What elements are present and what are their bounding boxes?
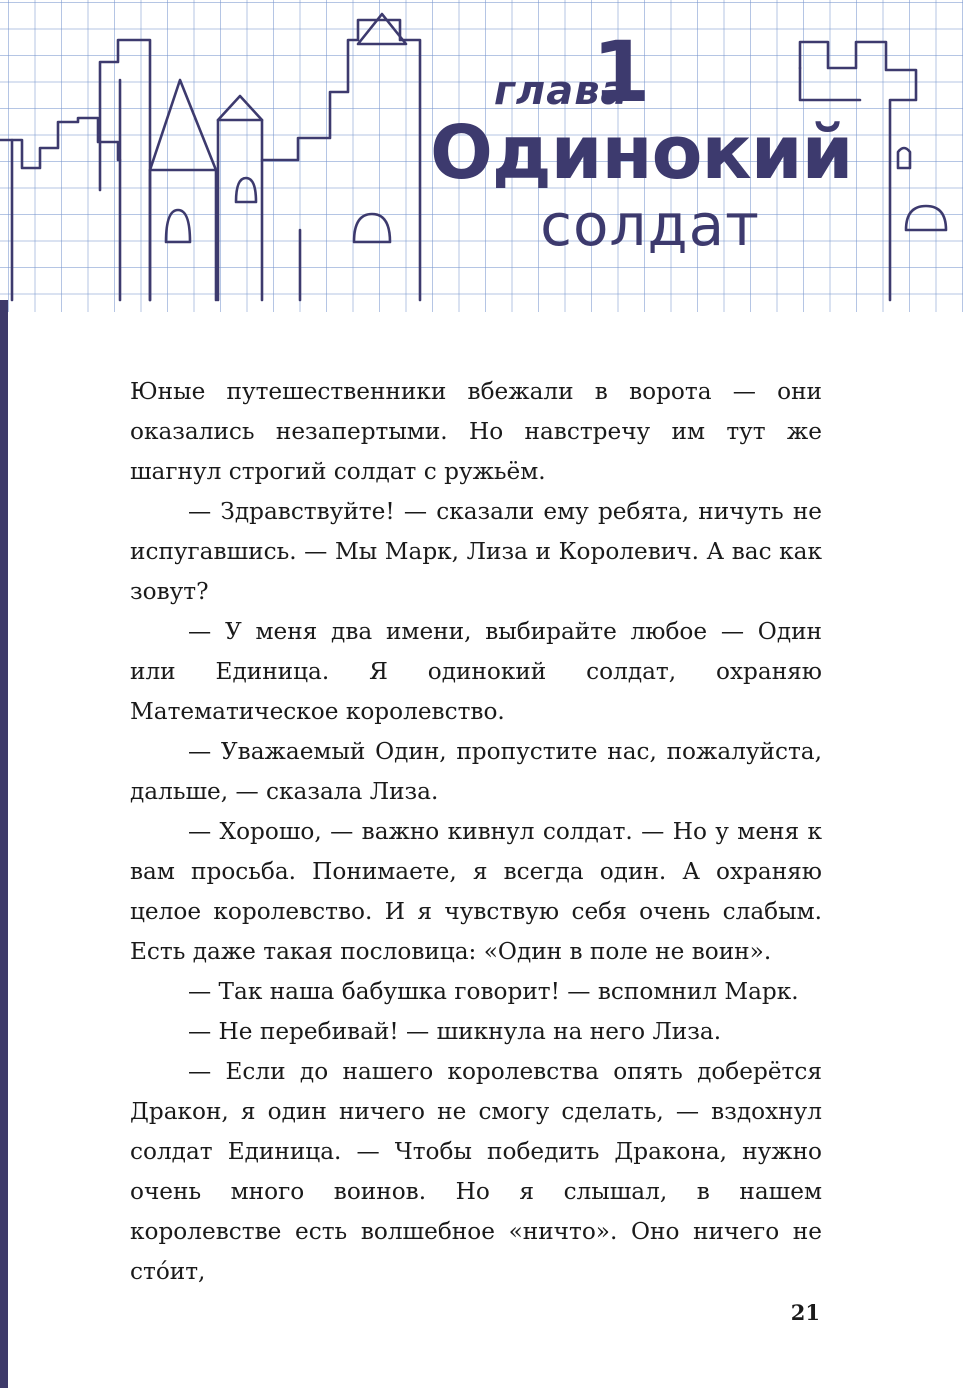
chapter-number: 1: [592, 23, 651, 121]
chapter-title: [430, 110, 853, 259]
page-edge-bar: [0, 300, 8, 1388]
paragraph: — Хорошо, — важно кивнул солдат. — Но у меня к вам просьба. Понимаете, я всегда один. А охраняю целое королевство. И я чувствую себя очень слабым. Есть даже такая пословица: «Один в поле не воин».: [130, 818, 822, 965]
spire-tower: [150, 80, 216, 170]
chapter-label: глава: [494, 68, 629, 114]
castle-tower-left: [100, 40, 150, 300]
page-number: 21: [790, 1300, 820, 1325]
paragraph: Юные путешественники вбежали в ворота — они оказались незапертыми. Но навстречу им тут же шагнул строгий солдат с ружьём.: [130, 378, 822, 485]
paragraph: — У меня два имени, выбирайте любое — Один или Единица. Я одинокий солдат, охраняю Математическое королевство.: [130, 618, 822, 725]
paragraph: — Так наша бабушка говорит! — вспомнил Марк.: [188, 978, 799, 1005]
chapter-header: [0, 0, 963, 312]
paragraph: — Если до нашего королевства опять доберётся Дракон, я один ничего не смогу сделать, — вздохнул солдат Единица. — Чтобы победить Дракона, нужно очень много воинов. Но я слышал, в нашем королевстве есть волшебное «ничто». Оно ничего не сто́ит,: [130, 1058, 822, 1285]
paragraph: — Не перебивай! — шикнула на него Лиза.: [188, 1018, 722, 1045]
paragraph: — Уважаемый Один, пропустите нас, пожалуйста, дальше, — сказала Лиза.: [130, 738, 822, 805]
body-text: [130, 372, 822, 1292]
chapter-title-line1: Одинокий: [430, 110, 853, 196]
chapter-title-line2: солдат: [540, 191, 760, 259]
paragraph: — Здравствуйте! — сказали ему ребята, ничуть не испугавшись. — Мы Марк, Лиза и Королевич. А вас как зовут?: [130, 498, 822, 605]
castle-wall-left: [0, 118, 120, 168]
